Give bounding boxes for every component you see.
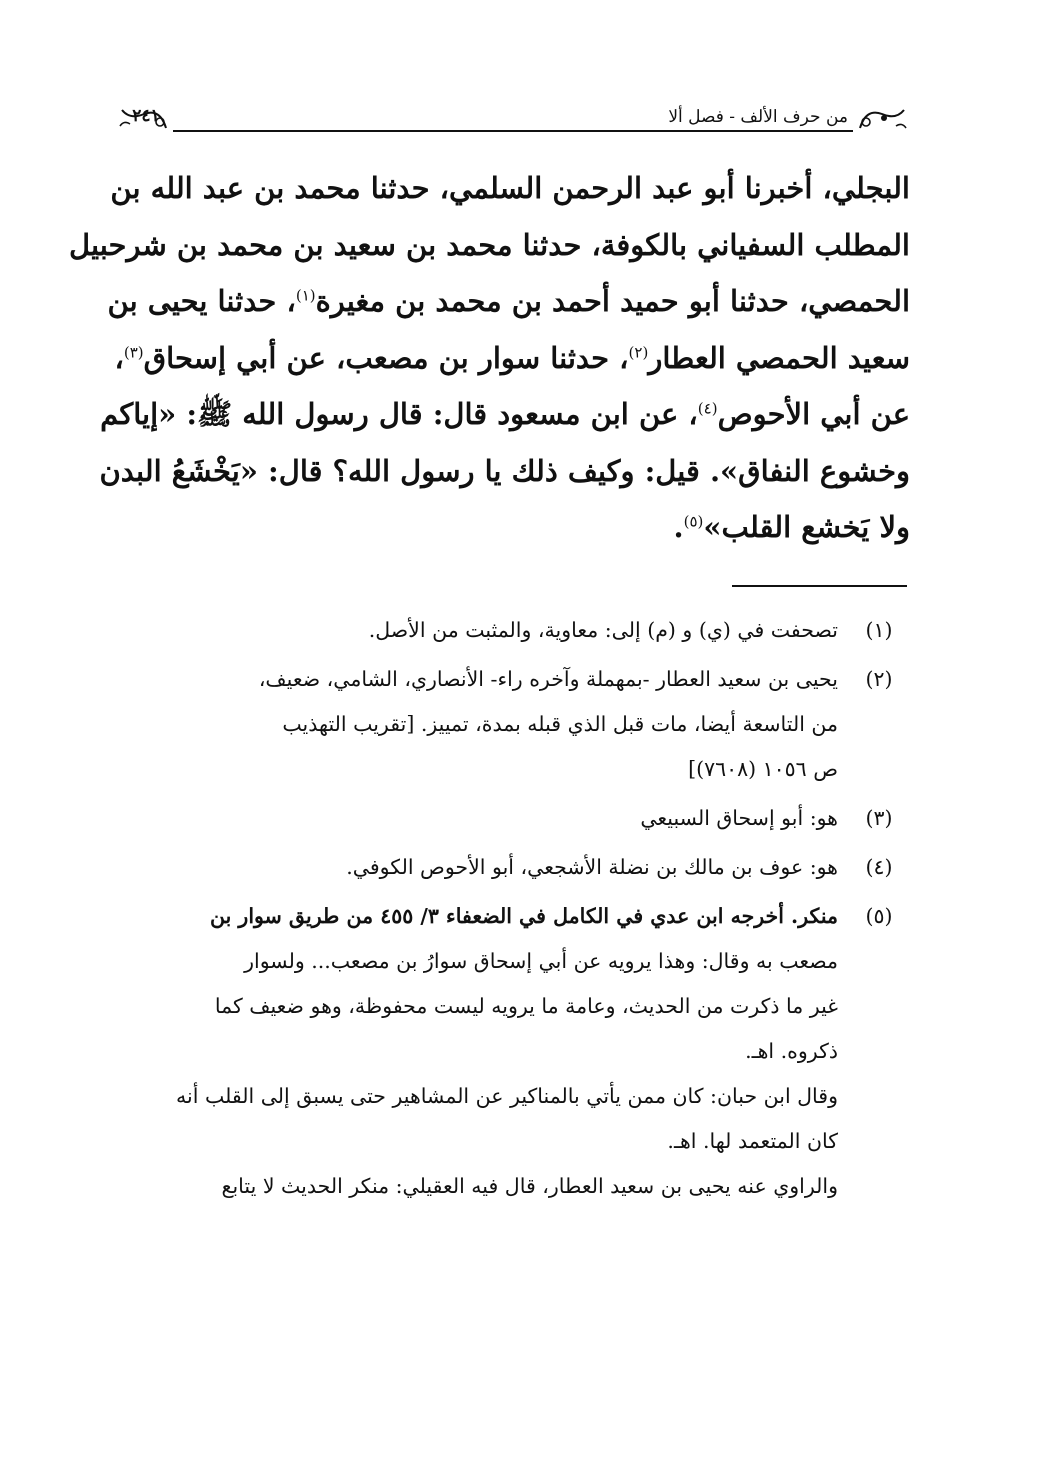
footnote-ref[interactable]: (٢) (628, 342, 649, 361)
body-line (100, 386, 910, 443)
body-line-text: ، (114, 340, 124, 375)
footnote-line: من التاسعة أيضا، مات قبل الذي قبله بمدة، تمييز. [تقريب التهذيب (282, 712, 838, 736)
page-number: ٢٤١ (132, 106, 160, 126)
header-title: من حرف الألف - فصل ألا (662, 107, 854, 127)
body-line: البجلي، أخبرنا أبو عبد الرحمن السلمي، حدثنا محمد بن عبد الله بن (110, 171, 910, 205)
footnote-ref[interactable]: (٤) (697, 399, 718, 418)
body-line-text: الحمصي، حدثنا أبو حميد أحمد بن محمد بن مغيرة (315, 284, 910, 318)
body-line-text: . (673, 510, 684, 544)
footnotes (128, 608, 910, 1213)
body-line-text: ، حدثنا يحيى بن (107, 284, 296, 318)
body-line-text: ، حدثنا سوار بن مصعب، عن أبي إسحاق (143, 340, 629, 375)
body-line-text: سعيد الحمصي العطار (648, 340, 910, 375)
footnote-number: (٤) (865, 855, 893, 879)
body-line (107, 273, 910, 330)
main-text (69, 160, 910, 556)
footnote-line: هو: عوف بن مالك بن نضلة الأشجعي، أبو الأحوص الكوفي. (346, 855, 838, 879)
footnote (128, 894, 910, 1209)
footnote (128, 608, 910, 653)
footnote (128, 657, 910, 792)
footnote (128, 796, 910, 841)
body-line: وخشوع النفاق». قيل: وكيف ذلك يا رسول الله؟ قال: «يَخْشَعُ البدن (99, 453, 910, 488)
footnote-ref[interactable]: (١) (295, 286, 316, 305)
footnote-line: هو: أبو إسحاق السبيعي (640, 806, 838, 830)
body-line (114, 330, 910, 387)
footnote-line: غير ما ذكرت من الحديث، وعامة ما يرويه ليست محفوظة، وهو ضعيف كما (214, 994, 838, 1018)
footnote-separator (732, 585, 907, 587)
footnote-line: ص ١٠٥٦ (٧٦٠٨)] (688, 757, 838, 781)
footnote-number: (٣) (865, 806, 893, 830)
footnote-line: يحيى بن سعيد العطار -بمهملة وآخره راء- الأنصاري، الشامي، ضعيف، (258, 667, 838, 691)
footnote-number: (١) (865, 618, 893, 642)
footnote-number: (٢) (865, 667, 893, 691)
body-line-text: ، عن ابن مسعود قال: قال رسول الله ﷺ: «إياكم (100, 397, 698, 431)
footnote-line: مصعب به وقال: وهذا يرويه عن أبي إسحاق سوارُ بن مصعب... ولسوار (244, 949, 838, 973)
footnote-line: وقال ابن حبان: كان ممن يأتي بالمناكير عن المشاهير حتى يسبق إلى القلب أنه (176, 1084, 838, 1108)
footnote-line: كان المتعمد لها. اهـ. (667, 1129, 838, 1153)
footnote-line: ذكروه. اهـ. (745, 1039, 838, 1063)
footnote (128, 845, 910, 890)
body-line-text: عن أبي الأحوص (717, 397, 910, 431)
running-header (118, 98, 908, 138)
ornament-right-icon (856, 104, 908, 134)
body-line: المطلب السفياني بالكوفة، حدثنا محمد بن سعيد بن محمد بن شرحبيل (69, 227, 910, 262)
footnote-number: (٥) (865, 904, 893, 928)
footnote-ref[interactable]: (٥) (683, 512, 704, 531)
footnote-line: تصحفت في (ي) و (م) إلى: معاوية، والمثبت من الأصل. (368, 618, 838, 642)
footnote-line: منكر. أخرجه ابن عدي في الكامل في الضعفاء ٣/ ٤٥٥ من طريق سوار بن (209, 904, 838, 928)
footnote-line: والراوي عنه يحيى بن سعيد العطار، قال فيه العقيلي: منكر الحديث لا يتابع (221, 1174, 838, 1198)
body-line-text: ولا يَخشع القلب» (703, 510, 910, 544)
body-line (128, 499, 910, 556)
header-rule (173, 130, 853, 132)
footnote-ref[interactable]: (٣) (123, 342, 144, 361)
